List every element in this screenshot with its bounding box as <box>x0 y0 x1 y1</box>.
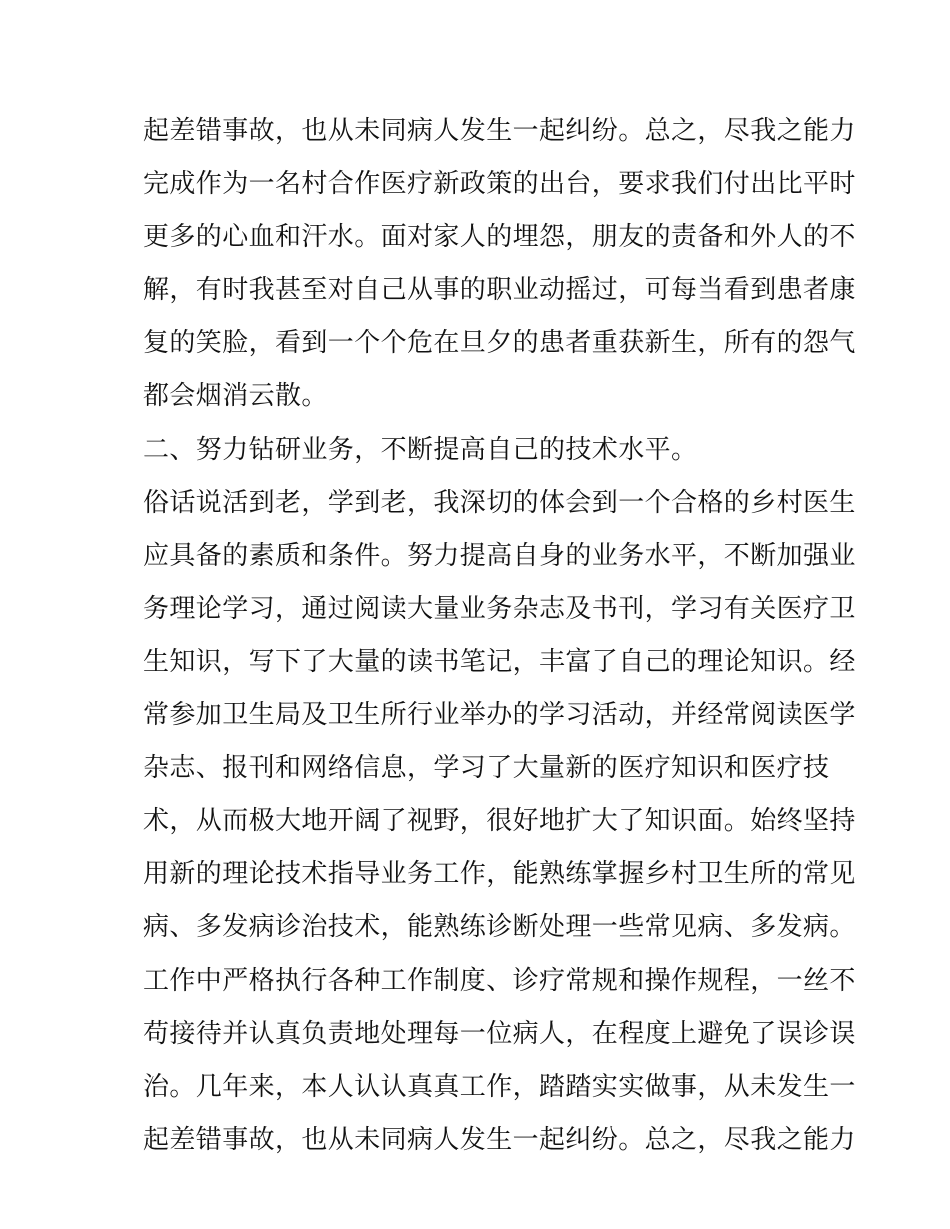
text-line: 务理论学习，通过阅读大量业务杂志及书刊，学习有关医疗卫 <box>143 593 856 624</box>
text-line: 起差错事故，也从未同病人发生一起纠纷。总之，尽我之能力 <box>143 116 856 146</box>
text-line: 工作中严格执行各种工作制度、诊疗常规和操作规程，一丝不 <box>143 965 856 996</box>
body-text <box>143 105 856 1167</box>
text-line: 杂志、报刊和网络信息，学习了大量新的医疗知识和医疗技 <box>143 753 830 784</box>
text-line: 治。几年来，本人认认真真工作，踏踏实实做事，从未发生一 <box>143 1071 856 1102</box>
text-line: 用新的理论技术指导业务工作，能熟练掌握乡村卫生所的常见 <box>143 859 856 890</box>
text-line: 生知识，写下了大量的读书笔记，丰富了自己的理论知识。经 <box>143 646 856 677</box>
text-line: 解，有时我甚至对自己从事的职业动摇过，可每当看到患者康 <box>143 275 856 306</box>
text-line: 复的笑脸，看到一个个危在旦夕的患者重获新生，所有的怨气 <box>143 328 856 359</box>
text-line: 起差错事故，也从未同病人发生一起纠纷。总之，尽我之能力 <box>143 1124 856 1155</box>
text-line: 常参加卫生局及卫生所行业举办的学习活动，并经常阅读医学 <box>143 700 856 731</box>
section-heading: 二、努力钻研业务，不断提高自己的技术水平。 <box>143 434 698 465</box>
text-line: 应具备的素质和条件。努力提高自身的业务水平，不断加强业 <box>143 540 856 571</box>
text-line: 完成作为一名村合作医疗新政策的出台，要求我们付出比平时 <box>143 169 856 200</box>
text-line: 俗话说活到老，学到老，我深切的体会到一个合格的乡村医生 <box>143 487 856 518</box>
text-line: 病、多发病诊治技术，能熟练诊断处理一些常见病、多发病。 <box>143 912 856 943</box>
text-line: 都会烟消云散。 <box>143 381 328 412</box>
text-line: 苟接待并认真负责地处理每一位病人，在程度上避免了误诊误 <box>143 1018 856 1049</box>
text-line: 更多的心血和汗水。面对家人的埋怨，朋友的责备和外人的不 <box>143 222 856 253</box>
text-line: 术，从而极大地开阔了视野，很好地扩大了知识面。始终坚持 <box>143 806 856 837</box>
